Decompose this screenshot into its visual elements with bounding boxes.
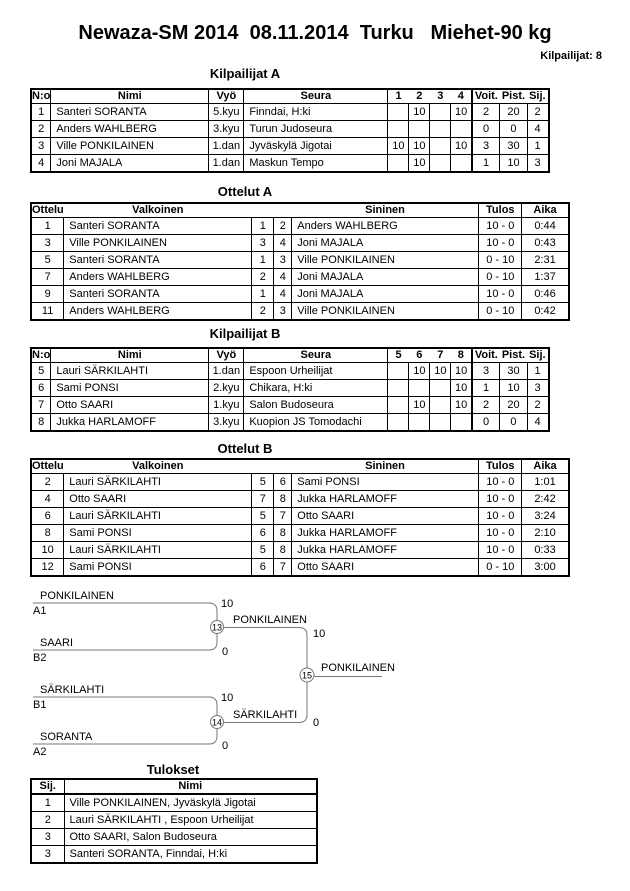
cell-m1 (388, 104, 409, 121)
cell-club: Kuopion JS Tomodachi (244, 414, 388, 432)
table-header-row (31, 348, 549, 363)
col-header-seura: Seura (244, 348, 388, 363)
cell-blue: Jukka HARLAMOFF (292, 491, 479, 508)
col-header-voit: Voit. (472, 89, 500, 104)
cell-white: Santeri SORANTA (64, 286, 252, 303)
cell-match-no: 9 (31, 286, 64, 303)
cell-white-no: 1 (252, 252, 274, 269)
cell-result: 0 - 10 (479, 303, 522, 321)
col-header-bno (274, 459, 292, 474)
cell-name: Sami PONSI (51, 380, 209, 397)
table-row (31, 235, 569, 252)
col-header-sij: Sij. (31, 779, 64, 794)
table-row (31, 397, 549, 414)
cell-place: 3 (527, 380, 549, 397)
cell-m6 (409, 380, 430, 397)
match-number: 15 (301, 670, 313, 681)
col-header-pist: Pist. (501, 349, 526, 361)
ottelut-a-table (30, 202, 570, 321)
col-header-m4: 4 (451, 89, 472, 104)
cell-points: 30 (500, 363, 527, 380)
cell-time: 0:43 (522, 235, 569, 252)
section-title-ottelut-b: Ottelut B (217, 441, 273, 456)
kilpailijat-a-table (30, 88, 550, 173)
cell-club: Finndai, H:ki (244, 104, 388, 121)
table-row (31, 414, 549, 432)
cell-m7: 10 (430, 363, 451, 380)
cell-blue-no: 8 (274, 491, 292, 508)
cell-white: Anders WAHLBERG (64, 269, 252, 286)
table-row (31, 380, 549, 397)
cell-match-no: 1 (31, 218, 64, 235)
cell-blue: Anders WAHLBERG (292, 218, 479, 235)
cell-result: 10 - 0 (479, 542, 522, 559)
ottelut-b-table (30, 458, 570, 577)
cell-white-no: 3 (252, 235, 274, 252)
bracket-player-name: SAARI (40, 637, 74, 649)
col-header-m5: 5 (388, 348, 409, 363)
cell-result: 10 - 0 (479, 474, 522, 491)
table-row (31, 559, 569, 577)
table-row (31, 104, 549, 121)
cell-place: 2 (31, 812, 64, 829)
cell-wins: 3 (472, 363, 500, 380)
cell-m2: 10 (409, 155, 430, 173)
cell-m8 (451, 414, 472, 432)
final-bracket (0, 580, 470, 765)
cell-m2 (409, 121, 430, 138)
col-header-sininen: Sininen (292, 203, 479, 218)
cell-name: Otto SAARI (51, 397, 209, 414)
cell-match-no: 3 (31, 235, 64, 252)
cell-points: 10 (500, 380, 527, 397)
cell-result: 0 - 10 (479, 252, 522, 269)
bracket-score: 10 (221, 598, 234, 610)
bracket-line (33, 697, 217, 716)
cell-blue-no: 4 (274, 269, 292, 286)
cell-blue-no: 7 (274, 508, 292, 525)
col-header-ottelu: Ottelu (32, 204, 64, 216)
cell-blue-no: 2 (274, 218, 292, 235)
col-header-m8: 8 (451, 348, 472, 363)
match-number: 14 (211, 717, 223, 728)
table-row (31, 474, 569, 491)
cell-match-no: 5 (31, 252, 64, 269)
cell-white: Santeri SORANTA (64, 252, 252, 269)
col-header-m7: 7 (430, 348, 451, 363)
cell-result: 10 - 0 (479, 491, 522, 508)
cell-blue: Otto SAARI (292, 559, 479, 577)
cell-place: 3 (527, 155, 549, 173)
col-header-no: N:o (32, 90, 51, 102)
cell-name: Lauri SÄRKILAHTI , Espoon Urheilijat (64, 812, 317, 829)
cell-time: 0:42 (522, 303, 569, 321)
cell-white: Sami PONSI (64, 525, 252, 542)
col-header-tulos: Tulos (479, 203, 522, 218)
table-row (31, 542, 569, 559)
cell-belt: 1.kyu (209, 397, 244, 414)
cell-white-no: 5 (252, 474, 274, 491)
cell-belt: 5.kyu (209, 104, 244, 121)
cell-no: 3 (31, 138, 51, 155)
cell-club: Salon Budoseura (244, 397, 388, 414)
bracket-seed: B1 (33, 699, 47, 711)
table-row (31, 491, 569, 508)
cell-white: Ville PONKILAINEN (64, 235, 252, 252)
cell-white: Lauri SÄRKILAHTI (64, 508, 252, 525)
bracket-player-name: SORANTA (40, 731, 93, 743)
cell-club: Maskun Tempo (244, 155, 388, 173)
kilpailijat-b-table (30, 347, 550, 432)
section-title-kilpailijat-a: Kilpailijat A (209, 66, 281, 81)
cell-points: 10 (500, 155, 527, 173)
col-header-seura: Seura (244, 89, 388, 104)
cell-white-no: 2 (252, 269, 274, 286)
cell-club: Turun Judoseura (244, 121, 388, 138)
bracket-player-name: SÄRKILAHTI (40, 684, 105, 696)
col-header-nimi: Nimi (51, 89, 209, 104)
cell-result: 10 - 0 (479, 286, 522, 303)
cell-match-no: 6 (31, 508, 64, 525)
bracket-winner-name: PONKILAINEN (233, 614, 307, 626)
cell-blue: Joni MAJALA (292, 286, 479, 303)
cell-m3 (430, 104, 451, 121)
cell-match-no: 8 (31, 525, 64, 542)
cell-blue-no: 4 (274, 286, 292, 303)
cell-place: 4 (527, 414, 549, 432)
cell-time: 0:44 (522, 218, 569, 235)
cell-m4: 10 (451, 138, 472, 155)
cell-result: 0 - 10 (479, 559, 522, 577)
col-header-valkoinen: Valkoinen (64, 203, 252, 218)
cell-blue-no: 8 (274, 525, 292, 542)
cell-m6: 10 (409, 397, 430, 414)
cell-points: 0 (500, 121, 527, 138)
cell-m4: 10 (451, 104, 472, 121)
cell-club: Chikara, H:ki (244, 380, 388, 397)
cell-time: 2:42 (522, 491, 569, 508)
cell-m7 (430, 380, 451, 397)
cell-result: 10 - 0 (479, 508, 522, 525)
cell-m4 (451, 155, 472, 173)
match-number: 13 (211, 622, 223, 633)
table-row (31, 812, 317, 829)
cell-m3 (430, 138, 451, 155)
bracket-seed: A2 (33, 746, 47, 758)
table-row (31, 218, 569, 235)
cell-white-no: 2 (252, 303, 274, 321)
bracket-player-name: PONKILAINEN (40, 590, 114, 602)
cell-result: 10 - 0 (479, 218, 522, 235)
cell-belt: 3.kyu (209, 121, 244, 138)
cell-blue: Sami PONSI (292, 474, 479, 491)
cell-white-no: 5 (252, 508, 274, 525)
bracket-line (33, 603, 217, 621)
cell-name: Ville PONKILAINEN, Jyväskylä Jigotai (64, 794, 317, 812)
cell-points: 0 (500, 414, 527, 432)
cell-match-no: 10 (31, 542, 64, 559)
cell-m5 (388, 380, 409, 397)
cell-m8: 10 (451, 380, 472, 397)
cell-white-no: 5 (252, 542, 274, 559)
col-header-wno (252, 459, 274, 474)
cell-name: Joni MAJALA (51, 155, 209, 173)
cell-points: 30 (500, 138, 527, 155)
cell-no: 5 (31, 363, 51, 380)
table-row (31, 525, 569, 542)
table-row (31, 252, 569, 269)
tulokset-table (30, 778, 318, 864)
cell-m8: 10 (451, 397, 472, 414)
bracket-line (224, 628, 308, 669)
cell-belt: 3.kyu (209, 414, 244, 432)
col-header-vyo: Vyö (209, 89, 244, 104)
cell-time: 2:10 (522, 525, 569, 542)
cell-place: 3 (31, 829, 64, 846)
cell-m7 (430, 397, 451, 414)
cell-result: 10 - 0 (479, 525, 522, 542)
col-header-aika: Aika (522, 459, 569, 474)
cell-wins: 1 (472, 380, 500, 397)
bracket-seed: B2 (33, 652, 47, 664)
cell-blue: Otto SAARI (292, 508, 479, 525)
cell-m1 (388, 121, 409, 138)
cell-belt: 1.dan (209, 363, 244, 380)
cell-m7 (430, 414, 451, 432)
cell-white-no: 6 (252, 559, 274, 577)
cell-time: 2:31 (522, 252, 569, 269)
cell-blue-no: 7 (274, 559, 292, 577)
bracket-winner-name: SÄRKILAHTI (233, 709, 298, 721)
bracket-score: 10 (221, 692, 234, 704)
cell-name: Santeri SORANTA (51, 104, 209, 121)
bracket-score: 10 (313, 628, 326, 640)
cell-place: 2 (527, 104, 549, 121)
cell-white-no: 1 (252, 286, 274, 303)
cell-no: 1 (31, 104, 51, 121)
cell-belt: 1.dan (209, 138, 244, 155)
cell-wins: 2 (472, 104, 500, 121)
cell-wins: 3 (472, 138, 500, 155)
table-header-row (31, 779, 317, 794)
cell-belt: 1.dan (209, 155, 244, 173)
cell-white: Lauri SÄRKILAHTI (64, 542, 252, 559)
bracket-seed: A1 (33, 605, 47, 617)
cell-match-no: 12 (31, 559, 64, 577)
cell-belt: 2.kyu (209, 380, 244, 397)
cell-place: 3 (31, 846, 64, 864)
page-title: Newaza-SM 2014 08.11.2014 Turku Miehet-90 kg (78, 22, 552, 44)
col-header-m2: 2 (409, 89, 430, 104)
cell-white: Santeri SORANTA (64, 218, 252, 235)
table-row (31, 286, 569, 303)
table-row (31, 155, 549, 173)
cell-result: 10 - 0 (479, 235, 522, 252)
bracket-score: 0 (313, 717, 320, 729)
cell-wins: 0 (472, 121, 500, 138)
cell-blue: Jukka HARLAMOFF (292, 525, 479, 542)
cell-name: Santeri SORANTA, Finndai, H:ki (64, 846, 317, 864)
cell-blue: Ville PONKILAINEN (292, 252, 479, 269)
cell-club: Espoon Urheilijat (244, 363, 388, 380)
cell-match-no: 2 (31, 474, 64, 491)
cell-name: Ville PONKILAINEN (51, 138, 209, 155)
section-title-ottelut-a: Ottelut A (217, 184, 273, 199)
table-row (31, 138, 549, 155)
cell-time: 3:24 (522, 508, 569, 525)
table-row (31, 121, 549, 138)
cell-m6: 10 (409, 363, 430, 380)
cell-place: 1 (527, 363, 549, 380)
col-header-aika: Aika (522, 203, 569, 218)
cell-wins: 1 (472, 155, 500, 173)
cell-no: 7 (31, 397, 51, 414)
table-row (31, 508, 569, 525)
table-row (31, 303, 569, 321)
bracket-score: 0 (222, 740, 229, 752)
cell-m5 (388, 414, 409, 432)
section-title-kilpailijat-b: Kilpailijat B (209, 326, 281, 341)
cell-m5 (388, 397, 409, 414)
col-header-tulos: Tulos (479, 459, 522, 474)
col-header-ottelu: Ottelu (32, 460, 64, 472)
cell-name: Anders WAHLBERG (51, 121, 209, 138)
cell-white-no: 7 (252, 491, 274, 508)
cell-time: 0:46 (522, 286, 569, 303)
col-header-nimi: Nimi (51, 348, 209, 363)
cell-blue-no: 3 (274, 303, 292, 321)
col-header-m3: 3 (430, 89, 451, 104)
section-title-tulokset: Tulokset (146, 762, 200, 777)
cell-name: Lauri SÄRKILAHTI (51, 363, 209, 380)
col-header-pist: Pist. (501, 90, 526, 102)
cell-wins: 0 (472, 414, 500, 432)
cell-time: 0:33 (522, 542, 569, 559)
cell-m6 (409, 414, 430, 432)
cell-wins: 2 (472, 397, 500, 414)
cell-blue: Joni MAJALA (292, 235, 479, 252)
col-header-sij: Sij. (527, 348, 549, 363)
cell-m3 (430, 121, 451, 138)
cell-blue: Jukka HARLAMOFF (292, 542, 479, 559)
col-header-sininen: Sininen (292, 459, 479, 474)
bracket-champion-name: PONKILAINEN (321, 662, 395, 674)
cell-name: Jukka HARLAMOFF (51, 414, 209, 432)
bracket-score: 0 (222, 646, 229, 658)
table-row (31, 269, 569, 286)
col-header-nimi: Nimi (64, 779, 317, 794)
cell-match-no: 11 (31, 303, 64, 321)
table-header-row (31, 89, 549, 104)
cell-m2: 10 (409, 104, 430, 121)
cell-points: 20 (500, 104, 527, 121)
cell-time: 1:37 (522, 269, 569, 286)
col-header-m6: 6 (409, 348, 430, 363)
table-row (31, 363, 549, 380)
cell-m8: 10 (451, 363, 472, 380)
cell-place: 1 (31, 794, 64, 812)
col-header-vyo: Vyö (209, 348, 244, 363)
cell-result: 0 - 10 (479, 269, 522, 286)
cell-blue-no: 6 (274, 474, 292, 491)
table-row (31, 829, 317, 846)
cell-white: Otto SAARI (64, 491, 252, 508)
cell-place: 4 (527, 121, 549, 138)
cell-white: Sami PONSI (64, 559, 252, 577)
cell-blue: Joni MAJALA (292, 269, 479, 286)
cell-white-no: 6 (252, 525, 274, 542)
cell-no: 8 (31, 414, 51, 432)
cell-name: Otto SAARI, Salon Budoseura (64, 829, 317, 846)
cell-m5 (388, 363, 409, 380)
cell-place: 2 (527, 397, 549, 414)
cell-m2: 10 (409, 138, 430, 155)
cell-blue-no: 4 (274, 235, 292, 252)
table-header-row (31, 459, 569, 474)
col-header-bno (274, 203, 292, 218)
cell-time: 3:00 (522, 559, 569, 577)
table-header-row (31, 203, 569, 218)
cell-no: 4 (31, 155, 51, 173)
cell-match-no: 4 (31, 491, 64, 508)
table-row (31, 846, 317, 864)
cell-white: Lauri SÄRKILAHTI (64, 474, 252, 491)
cell-m4 (451, 121, 472, 138)
col-header-no: N:o (32, 349, 51, 361)
cell-blue-no: 3 (274, 252, 292, 269)
cell-match-no: 7 (31, 269, 64, 286)
cell-blue: Ville PONKILAINEN (292, 303, 479, 321)
cell-white: Anders WAHLBERG (64, 303, 252, 321)
col-header-m1: 1 (388, 89, 409, 104)
cell-m1 (388, 155, 409, 173)
col-header-wno (252, 203, 274, 218)
cell-m3 (430, 155, 451, 173)
col-header-voit: Voit. (472, 348, 500, 363)
competitor-count: Kilpailijat: 8 (540, 50, 602, 62)
col-header-valkoinen: Valkoinen (64, 459, 252, 474)
col-header-sij: Sij. (527, 89, 549, 104)
cell-time: 1:01 (522, 474, 569, 491)
cell-no: 2 (31, 121, 51, 138)
cell-m1: 10 (388, 138, 409, 155)
cell-place: 1 (527, 138, 549, 155)
cell-white-no: 1 (252, 218, 274, 235)
table-row (31, 794, 317, 812)
cell-no: 6 (31, 380, 51, 397)
cell-club: Jyväskylä Jigotai (244, 138, 388, 155)
cell-points: 20 (500, 397, 527, 414)
cell-blue-no: 8 (274, 542, 292, 559)
